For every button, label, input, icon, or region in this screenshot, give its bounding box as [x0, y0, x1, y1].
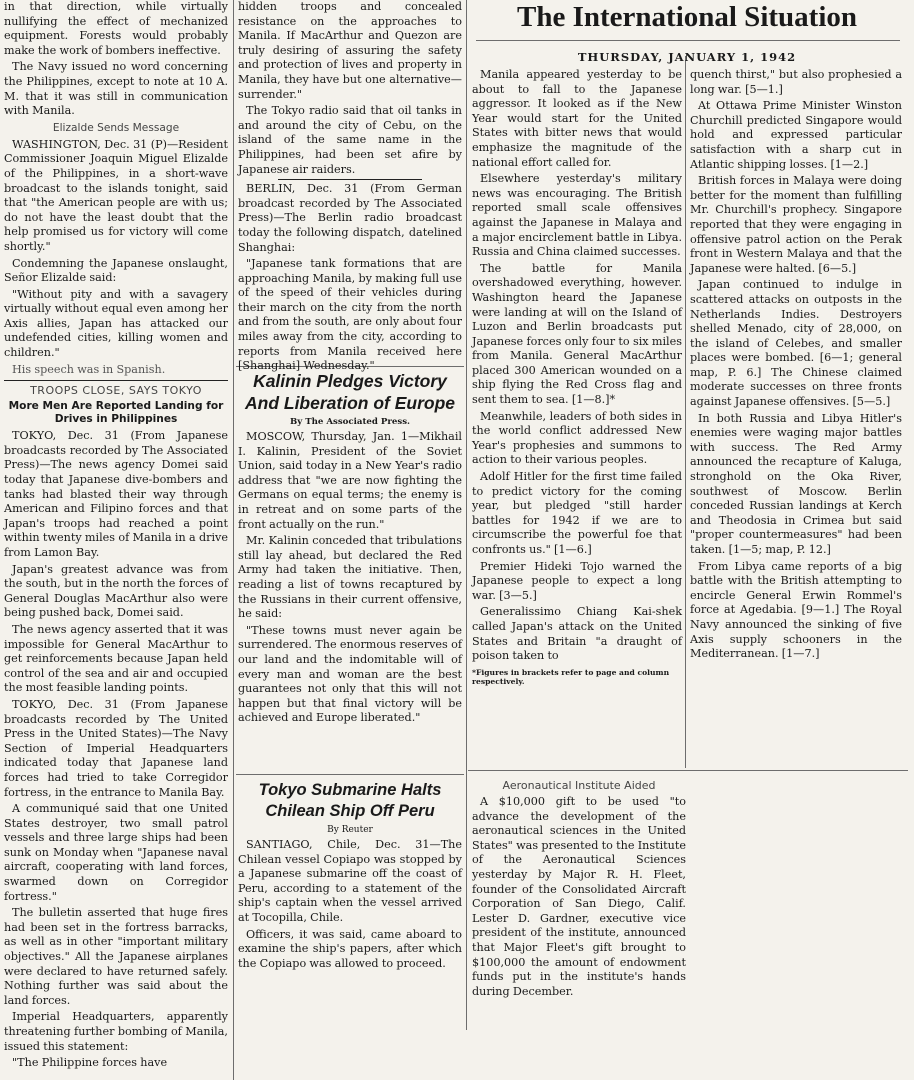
aero-subhead: Aeronautical Institute Aided	[502, 779, 656, 792]
article-paragraph: Officers, it was said, came aboard to examine the ship's papers, after which the Copiapo was allowed to proceed.	[238, 927, 462, 970]
column-rule-2	[466, 0, 467, 1030]
article-paragraph: "The Philippine forces have	[12, 1056, 168, 1070]
section-rule-tokyo-sub-top	[236, 774, 464, 775]
article-paragraph: Elsewhere yesterday's military news was encouraging. The British reported small scale offensives against the Japanese in Malaya and a major encirclement battle in Libya. Russia and China claimed successes.	[472, 172, 682, 259]
troops-deck: More Men Are Reported Landing for Drives in Philippines	[8, 400, 224, 426]
article-paragraph: SANTIAGO, Chile, Dec. 31—The Chilean vessel Copiapo was stopped by a Japanese submarine off the coast of Peru, according to a statement of the ship's captain when the vessel arrived at Tocopilla, Chile.	[238, 838, 462, 924]
article-paragraph: Japan continued to indulge in scattered attacks on outposts in the Netherlands Indies. Destroyers shelled Menado, city of 28,000, on the island of Celebes, and smaller places were bombed. [6—1; general map, P. 6.] The Chinese claimed moderate successes on three fronts against Japanese offensives. [5—5.]	[690, 278, 902, 409]
column-2-top	[238, 0, 462, 373]
aero-institute-article	[472, 776, 686, 1030]
divider	[278, 179, 422, 180]
article-paragraph: His speech was in Spanish.	[12, 362, 166, 376]
article-paragraph: In both Russia and Libya Hitler's enemies were waging major battles with success. The Red Army announced the recapture of Kaluga, stronghold on the Oka River, southwest of Moscow. Berlin conceded Russian landings at Kerch and Theodosia in Crimea but said "proper countermeasures" had been taken. [1—5; map, P. 12.]	[690, 411, 902, 556]
intl-situation-title: The International Situation	[517, 1, 857, 33]
article-paragraph: A $10,000 gift to be used "to advance the development of the aeronautical sciences in the United States" was presented to the Institute of the Aeronautical Sciences yesterday by Major R. H. Fleet, founder of the Consolidated Aircraft Corporation of San Diego, Calif. Lester D. Gardner, executive vice president of the institute, announced that Major Fleet's gift brought to $100,000 the amount of endowment funds put in the institute's hands during December.	[472, 795, 686, 998]
article-paragraph: At Ottawa Prime Minister Winston Churchill predicted Singapore would hold and expressed particular satisfaction with a sharp cut in Atlantic shipping losses. [1—2.]	[690, 99, 902, 171]
article-paragraph: BERLIN, Dec. 31 (From German broadcast recorded by The Associated Press)—The Berlin radio broadcast today the following dispatch, datelined Shanghai:	[238, 182, 462, 254]
divider	[4, 380, 228, 381]
article-paragraph: Japan's greatest advance was from the south, but in the north the forces of General Douglas MacArthur also were being pushed back, Domei said.	[4, 562, 228, 620]
article-paragraph: A communiqué said that one United States destroyer, two small patrol vessels and three large ships had been sunk on Monday when "Japanese naval aircraft, cooperating with land forces, swarmed down on Corregidor fortress."	[4, 802, 228, 903]
intl-column-left	[472, 68, 682, 766]
article-paragraph: The bulletin asserted that huge fires had been set in the fortress barracks, as well as in other "important military objectives." All the Japanese airplanes were declared to have returned safely. Nothing further was said about the land forces.	[4, 906, 228, 1007]
article-paragraph: The Tokyo radio said that oil tanks in and around the city of Cebu, on the island of the same name in the Philippines, had been set afire by Japanese air raiders.	[238, 104, 462, 176]
tokyo-submarine-headline: Tokyo Submarine Halts Chilean Ship Off Peru	[258, 781, 442, 820]
article-paragraph: Condemning the Japanese onslaught, Señor Elizalde said:	[4, 256, 228, 285]
article-paragraph: The news agency asserted that it was impossible for General MacArthur to get reinforcements because Japan held control of the sea and air and occupied the most feasible landing points.	[4, 622, 228, 695]
kalinin-article	[238, 370, 462, 770]
column-rule-3	[685, 56, 686, 768]
column-rule-1	[233, 0, 234, 1080]
intl-situation-date: THURSDAY, JANUARY 1, 1942	[577, 50, 797, 64]
article-paragraph: in that direction, while virtually nullifying the effect of mechanized equipment. Forests would probably make the work of bombers ineffective.	[4, 0, 228, 57]
column-1	[4, 0, 228, 1080]
article-paragraph: Manila appeared yesterday to be about to fall to the Japanese aggressor. It looked as if the New Year would start for the United States with bitter news that would emphasize the magnitude of the national effort called for.	[472, 68, 682, 169]
article-paragraph: "Japanese tank formations that are approaching Manila, by making full use of the speed of their vehicles during their march on the city from the north and from the south, are only about four miles away from the city, according to reports from Manila received here [Shanghai] Wednesday."	[238, 257, 462, 373]
article-paragraph: The Navy issued no word concerning the Philippines, except to note at 10 A. M. that it was still in communication with Manila.	[4, 60, 228, 118]
article-paragraph: "Without pity and with a savagery virtually without equal even among her Axis allies, Japan has attacked our undefended cities, killing women and children."	[4, 287, 228, 360]
article-paragraph: From Libya came reports of a big battle with the British attempting to encircle General Erwin Rommel's force at Agedabia. [9—1.] The Royal Navy announced the sinking of five Axis supply schooners in the Mediterranean. [1—7.]	[690, 559, 902, 661]
article-paragraph: quench thirst," but also prophesied a long war. [5—1.]	[690, 68, 902, 96]
article-paragraph: Generalissimo Chiang Kai-shek called Japan's attack on the United States and Britain "a draught of poison taken to	[472, 605, 682, 663]
kalinin-headline: Kalinin Pledges Victory And Liberation of Europe	[245, 371, 455, 413]
intl-footnote: *Figures in brackets refer to page and column respectively.	[472, 667, 670, 686]
article-paragraph: WASHINGTON, Dec. 31 (P)—Resident Commissioner Joaquin Miguel Elizalde of the Philippines, in a short-wave broadcast to the islands tonight, said that "the American people are with us; do not have the least doubt that the help promised us for victory will come shortly."	[4, 137, 228, 253]
article-paragraph: Meanwhile, leaders of both sides in the world conflict addressed New Year's prophesies and summons to action to their various peoples.	[472, 409, 682, 467]
tokyo-submarine-byline: By Reuter	[327, 825, 373, 835]
article-paragraph: Mr. Kalinin conceded that tribulations still lay ahead, but declared the Red Army had taken the initiative. Then, reading a list of towns recaptured by the Russians in their current offensive, he said:	[238, 534, 462, 621]
article-paragraph: "These towns must never again be surrendered. The enormous reserves of our land and the indomitable will of every man and woman are the best guarantees not only that this will not happen but that final victory will be achieved and Europe liberated."	[238, 623, 462, 725]
article-paragraph: Premier Hideki Tojo warned the Japanese people to expect a long war. [3—5.]	[472, 559, 682, 602]
tokyo-submarine-article	[238, 780, 462, 1020]
article-paragraph: TOKYO, Dec. 31 (From Japanese broadcasts recorded by The Associated Press)—The news agency Domei said today that Japanese dive-bombers and tanks had blasted their way through American and Filipino forces and that Japan's troops had reached a point within twenty miles of Manila in a drive from Lamon Bay.	[4, 429, 228, 559]
section-rule-date	[476, 40, 900, 41]
article-paragraph: TOKYO, Dec. 31 (From Japanese broadcasts recorded by The United Press in the United States)—The Navy Section of Imperial Headquarters indicated today that Japanese land forces had tried to take Corregidor fortress, in the entrance to Manila Bay.	[4, 697, 228, 799]
elizalde-subhead: Elizalde Sends Message	[52, 121, 180, 134]
intl-column-right	[690, 68, 902, 766]
article-paragraph: Adolf Hitler for the first time failed to predict victory for the coming year, but pledged "still harder battles for 1942 if we are to circumscribe the powerful foe that confronts us." [1—6.]	[472, 470, 682, 556]
article-paragraph: British forces in Malaya were doing better for the moment than fulfilling Mr. Churchill's prophecy. Singapore reported that they were engaging in offensive patrol action on the Perak front in Western Malaya and that the Japanese were halted. [6—5.]	[690, 174, 902, 275]
article-paragraph: MOSCOW, Thursday, Jan. 1—Mikhail I. Kalinin, President of the Soviet Union, said today in a New Year's radio address that "we are now fighting the Germans on equal terms; the enemy is in retreat and on some parts of the front actually on the run."	[238, 430, 462, 531]
kalinin-byline: By The Associated Press.	[289, 417, 411, 427]
article-paragraph: The battle for Manila overshadowed everything, however. Washington heard the Japanese were landing at will on the Island of Luzon and Berlin broadcasts put Japanese forces only four to six miles from Manila. General MacArthur placed 300 American wounded on a ship flying the Red Cross flag and sent them to sea. [1—8.]*	[472, 261, 682, 407]
article-paragraph: hidden troops and concealed resistance on the approaches to Manila. If MacArthur and Quezon are truly desiring of assuring the safety and protection of lives and property in Manila, they have but one alternative—surrender."	[238, 0, 462, 101]
article-paragraph: Imperial Headquarters, apparently threatening further bombing of Manila, issued this statement:	[4, 1010, 228, 1053]
section-rule-intl-bottom	[468, 770, 908, 771]
troops-headline: TROOPS CLOSE, SAYS TOKYO	[30, 384, 202, 398]
